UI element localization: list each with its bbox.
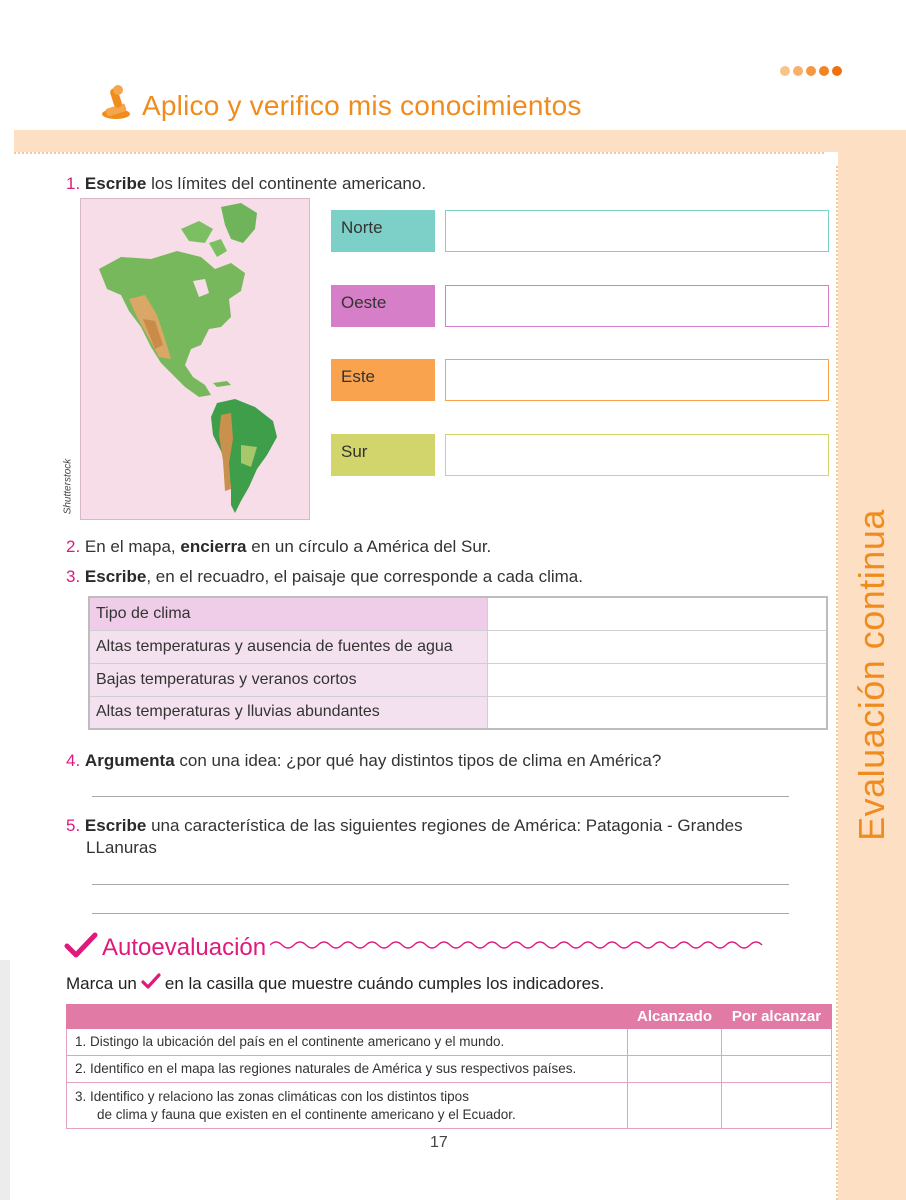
indicator-cell xyxy=(67,1083,628,1129)
question-text: con una idea: ¿por qué hay distintos tipos de clima en América? xyxy=(174,751,662,770)
america-map[interactable] xyxy=(80,198,310,520)
dot xyxy=(832,66,842,76)
table-row xyxy=(89,597,827,630)
climate-answer-cell[interactable] xyxy=(487,630,827,663)
dot xyxy=(819,66,829,76)
question-number: 5. xyxy=(66,816,81,835)
limit-south-input[interactable] xyxy=(445,434,829,476)
por-alcanzar-checkbox[interactable] xyxy=(722,1029,832,1056)
limit-label: Norte xyxy=(331,210,435,252)
question-2 xyxy=(66,536,491,558)
section-title xyxy=(96,84,582,127)
table-row xyxy=(89,630,827,663)
question-number: 2. xyxy=(66,537,81,556)
header-dots xyxy=(780,66,842,76)
question-text: los límites del continente americano. xyxy=(146,174,427,193)
alcanzado-checkbox[interactable] xyxy=(628,1056,722,1083)
answer-line[interactable] xyxy=(92,913,789,914)
climate-answer-cell[interactable] xyxy=(487,597,827,630)
indicator-text: 3. Identifico y relaciono las zonas climáticas con los distintos tipos xyxy=(75,1088,469,1104)
limit-row-east xyxy=(331,359,435,401)
page-title: Aplico y verifico mis conocimientos xyxy=(142,89,582,121)
page-edge xyxy=(0,960,10,1200)
credit-text: Shutterstock xyxy=(62,458,74,514)
table-row xyxy=(67,1056,832,1083)
self-assessment-header xyxy=(64,932,776,963)
instructions-text: Marca un xyxy=(66,973,137,993)
image-credit xyxy=(58,452,78,520)
limit-label: Sur xyxy=(331,434,435,476)
question-text: en un círculo a América del Sur. xyxy=(246,537,492,556)
dotted-divider xyxy=(14,152,824,154)
indicator-text: 2. Identifico en el mapa las regiones naturales de América y sus respectivos países. xyxy=(67,1056,628,1083)
wave-divider xyxy=(270,937,776,958)
stamp-icon xyxy=(96,84,136,127)
self-assessment-table xyxy=(66,1004,832,1129)
climate-label: Bajas temperaturas y veranos cortos xyxy=(89,663,487,696)
question-text-cont: LLanuras xyxy=(86,838,157,857)
instructions-text: en la casilla que muestre cuándo cumples los indicadores. xyxy=(164,973,605,993)
question-4 xyxy=(66,750,661,772)
question-5 xyxy=(66,815,806,859)
limit-label: Este xyxy=(331,359,435,401)
climate-label: Altas temperaturas y ausencia de fuentes de agua xyxy=(89,630,487,663)
column-header-alcanzado: Alcanzado xyxy=(628,1005,722,1029)
answer-line[interactable] xyxy=(92,884,789,885)
answer-line[interactable] xyxy=(92,796,789,797)
por-alcanzar-checkbox[interactable] xyxy=(722,1083,832,1129)
page-number: 17 xyxy=(430,1134,448,1151)
climate-table xyxy=(88,596,828,730)
column-header-por-alcanzar: Por alcanzar xyxy=(722,1005,832,1029)
question-verb: encierra xyxy=(180,537,247,556)
limit-row-south xyxy=(331,434,435,476)
question-verb: Escribe xyxy=(84,816,147,835)
question-3 xyxy=(66,566,583,588)
climate-label: Altas temperaturas y lluvias abundantes xyxy=(89,696,487,729)
climate-header: Tipo de clima xyxy=(89,597,487,630)
table-row xyxy=(67,1029,832,1056)
question-verb: Escribe xyxy=(84,174,147,193)
limit-label: Oeste xyxy=(331,285,435,327)
indicator-header xyxy=(67,1005,628,1029)
question-1 xyxy=(66,173,426,195)
header-band xyxy=(14,130,906,152)
climate-answer-cell[interactable] xyxy=(487,696,827,729)
table-row xyxy=(89,696,827,729)
side-label-text: Evaluación continua xyxy=(851,509,893,841)
self-assessment-title: Autoevaluación xyxy=(102,933,267,961)
question-verb: Escribe xyxy=(84,567,147,586)
table-row xyxy=(89,663,827,696)
indicator-text: 1. Distingo la ubicación del país en el continente americano y el mundo. xyxy=(67,1029,628,1056)
map-illustration xyxy=(81,199,309,519)
question-number: 1. xyxy=(66,174,81,193)
question-text: una característica de las siguientes regiones de América: Patagonia - Grandes xyxy=(146,816,743,835)
por-alcanzar-checkbox[interactable] xyxy=(722,1056,832,1083)
dot xyxy=(793,66,803,76)
limit-north-input[interactable] xyxy=(445,210,829,252)
dot xyxy=(806,66,816,76)
self-assessment-instructions xyxy=(66,972,604,995)
checkmark-icon xyxy=(64,932,98,963)
limit-row-west xyxy=(331,285,435,327)
question-number: 3. xyxy=(66,567,81,586)
side-label xyxy=(838,509,906,841)
question-number: 4. xyxy=(66,751,81,770)
limit-east-input[interactable] xyxy=(445,359,829,401)
dot xyxy=(780,66,790,76)
climate-answer-cell[interactable] xyxy=(487,663,827,696)
question-verb: Argumenta xyxy=(84,751,175,770)
table-header-row xyxy=(67,1005,832,1029)
limit-row-north xyxy=(331,210,435,252)
alcanzado-checkbox[interactable] xyxy=(628,1029,722,1056)
question-text: En el mapa, xyxy=(80,537,181,556)
indicator-text-cont: de clima y fauna que existen en el continente americano y el Ecuador. xyxy=(97,1106,516,1122)
question-text: , en el recuadro, el paisaje que corresponde a cada clima. xyxy=(146,567,583,586)
checkmark-icon xyxy=(141,972,161,995)
limit-west-input[interactable] xyxy=(445,285,829,327)
table-row xyxy=(67,1083,832,1129)
alcanzado-checkbox[interactable] xyxy=(628,1083,722,1129)
